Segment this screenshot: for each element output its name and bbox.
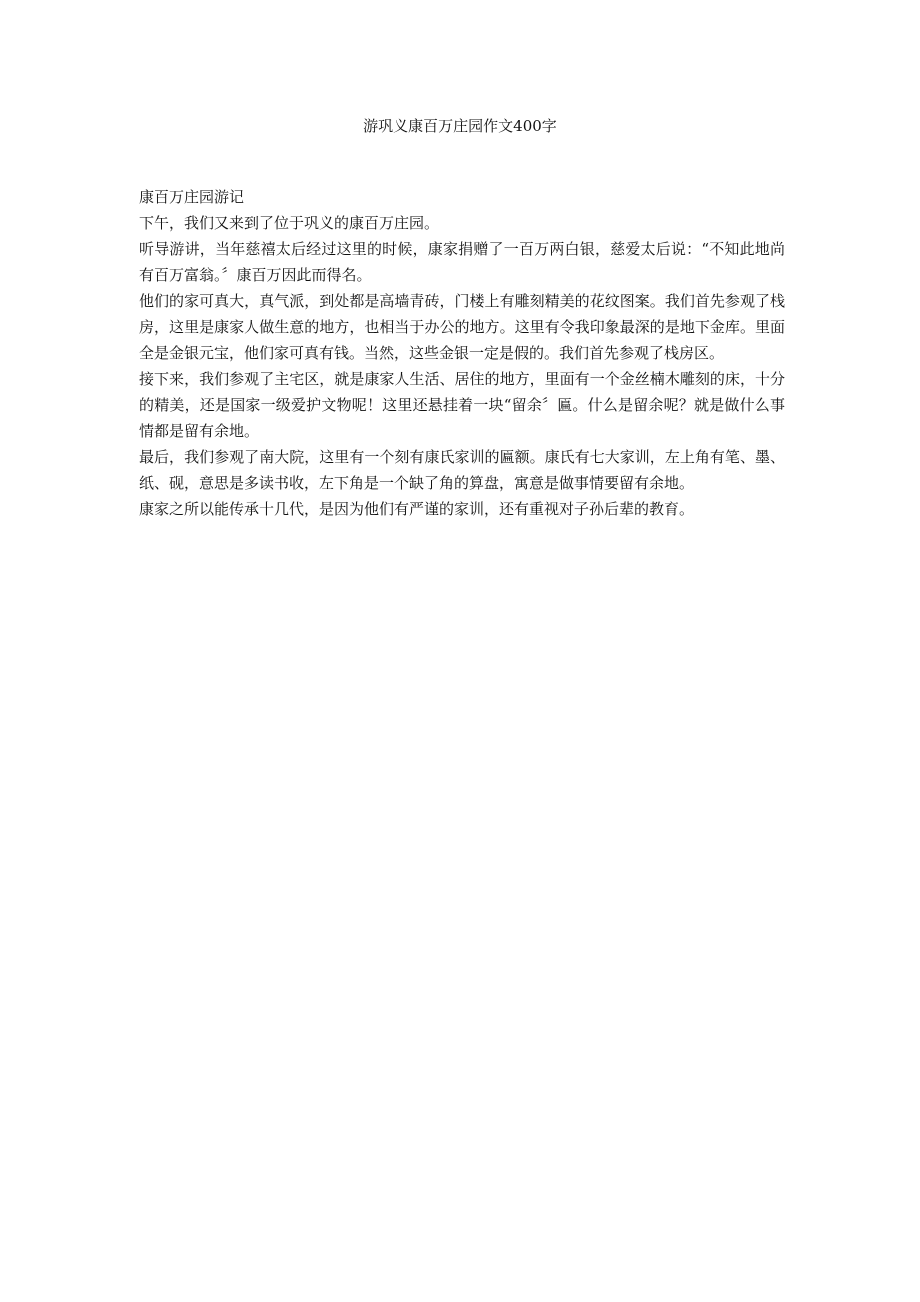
paragraph-3: 他们的家可真大，真气派，到处都是高墙青砖，门楼上有雕刻精美的花纹图案。我们首先参观了栈房，这里是康家人做生意的地方，也相当于办公的地方。这里有令我印象最深的是地下金库。里面全是金银元宝，他们家可真有钱。当然，这些金银一定是假的。我们首先参观了栈房区。 — [139, 292, 785, 362]
paragraph-6: 康家之所以能传承十几代，是因为他们有严谨的家训，还有重视对子孙后辈的教育。 — [139, 500, 695, 518]
paragraph-2: 听导游讲，当年慈禧太后经过这里的时候，康家捐赠了一百万两白银，慈爱太后说：“不知此地尚有百万富翁。〞康百万因此而得名。 — [139, 240, 785, 284]
document-title: 游巩义康百万庄园作文400字 — [363, 117, 557, 135]
essay-subtitle: 康百万庄园游记 — [139, 188, 245, 206]
paragraph-5: 最后，我们参观了南大院，这里有一个刻有康氏家训的匾额。康氏有七大家训，左上角有笔、墨、纸、砚，意思是多读书收，左下角是一个缺了角的算盘，寓意是做事情要留有余地。 — [139, 448, 785, 492]
paragraph-4: 接下来，我们参观了主宅区，就是康家人生活、居住的地方，里面有一个金丝楠木雕刻的床，十分的精美，还是国家一级爱护文物呢！这里还悬挂着一块“留余〞匾。什么是留余呢？就是做什么事情都是留有余地。 — [139, 370, 785, 440]
paragraph-1: 下午，我们又来到了位于巩义的康百万庄园。 — [139, 214, 440, 232]
document-body — [139, 184, 785, 522]
